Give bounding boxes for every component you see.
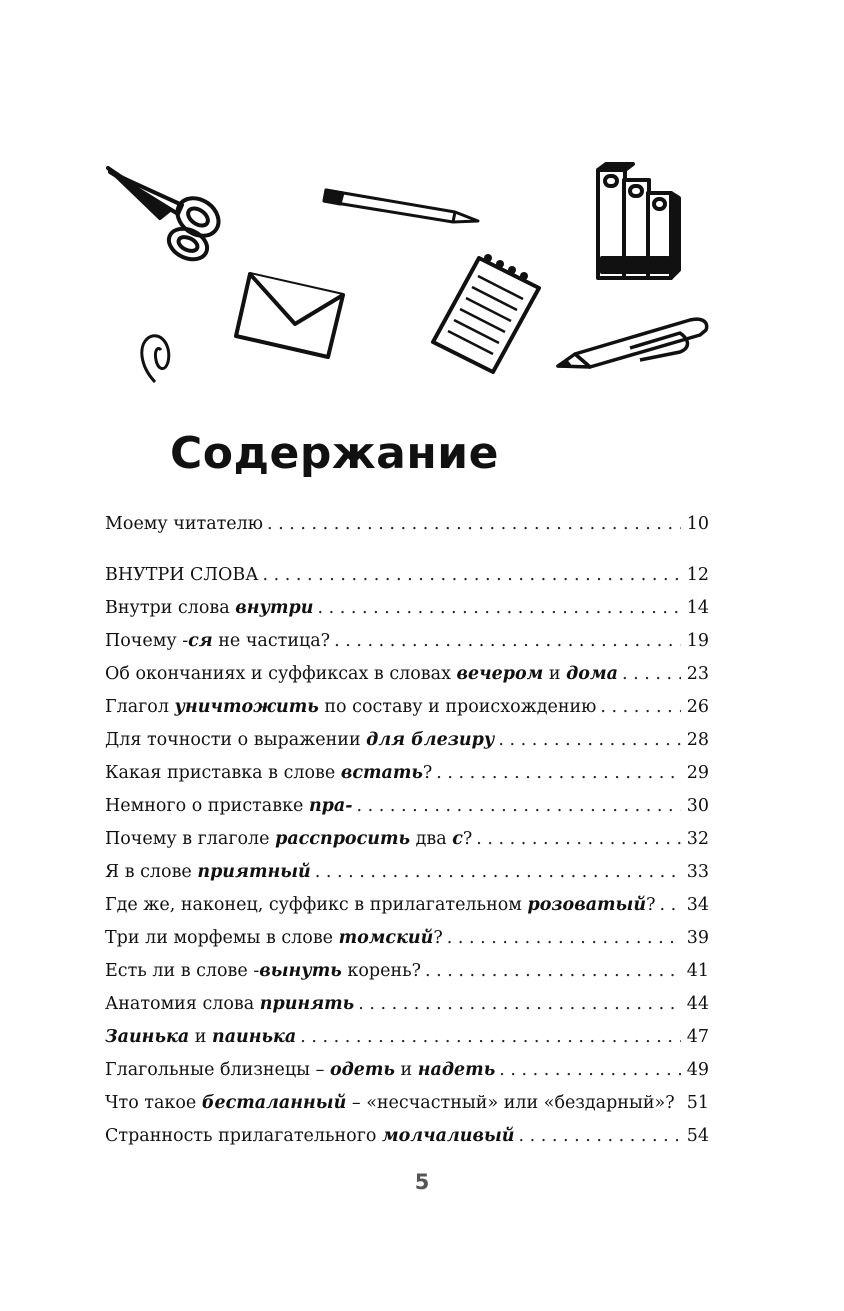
toc-text: ? (422, 763, 433, 783)
toc-emphasis: вечером (456, 664, 544, 684)
toc-text: ВНУТРИ СЛОВА (105, 565, 259, 585)
toc-text: ? (462, 829, 473, 849)
toc-entry-title (105, 790, 353, 823)
toc-entry-title (105, 592, 313, 625)
pencil-icon (324, 190, 478, 222)
toc-entry-title (105, 625, 330, 658)
toc-emphasis: пра- (308, 796, 353, 816)
toc-entry-title (105, 889, 655, 922)
toc-text: Странность прилагательного (105, 1126, 382, 1146)
toc-leader-dots (300, 1021, 681, 1054)
table-of-contents (105, 508, 709, 1153)
toc-entry[interactable] (105, 508, 709, 541)
toc-page-number: 12 (686, 565, 709, 585)
toc-text: Глагол (105, 697, 175, 717)
toc-page-number: 44 (686, 994, 709, 1014)
toc-page-number: 23 (686, 664, 709, 684)
illustration (0, 0, 844, 420)
toc-text: и (543, 664, 567, 684)
toc-leader-dots (476, 823, 681, 856)
toc-emphasis: для блезиру (366, 730, 495, 750)
toc-entry[interactable] (105, 1021, 709, 1054)
toc-text: Есть ли в слове - (105, 961, 260, 981)
page-title: Содержание (170, 428, 499, 479)
toc-text: Внутри слова (105, 598, 236, 618)
paperclip-icon (142, 336, 169, 382)
toc-entry[interactable] (105, 922, 709, 955)
toc-entry[interactable] (105, 889, 709, 922)
page-number: 5 (414, 1170, 430, 1194)
toc-entry[interactable] (105, 658, 709, 691)
toc-entry[interactable] (105, 1054, 709, 1087)
toc-page-number: 47 (686, 1027, 709, 1047)
toc-page-number: 32 (686, 829, 709, 849)
toc-text: Где же, наконец, суффикс в прилагательном (105, 895, 528, 915)
toc-emphasis: одеть (329, 1060, 395, 1080)
toc-leader-dots (659, 889, 681, 922)
toc-emphasis: томский (338, 928, 434, 948)
toc-leader-dots (622, 658, 681, 691)
toc-emphasis: расспросить (275, 829, 411, 849)
toc-leader-dots (263, 559, 682, 592)
toc-text: корень? (341, 961, 422, 981)
toc-entry[interactable] (105, 724, 709, 757)
toc-entry[interactable] (105, 823, 709, 856)
toc-leader-dots (425, 955, 681, 988)
toc-text: ? (433, 928, 443, 948)
toc-text: Об окончаниях и суффиксах в словах (105, 664, 457, 684)
toc-entry-title (105, 1120, 515, 1153)
scissors-icon (108, 168, 226, 265)
toc-text: – «несчастный» или «бездарный»? (346, 1093, 675, 1113)
toc-entry-title (105, 856, 311, 889)
toc-entry-title (105, 988, 354, 1021)
toc-text: не частица? (212, 631, 331, 651)
toc-entry-title (105, 508, 263, 541)
toc-text: Глагольные близнецы – (105, 1060, 330, 1080)
toc-leader-dots (498, 724, 681, 757)
toc-text: Три ли морфемы в слове (105, 928, 339, 948)
toc-leader-dots (334, 625, 681, 658)
toc-leader-dots (267, 508, 681, 541)
toc-text: Анатомия слова (105, 994, 260, 1014)
toc-page-number: 29 (686, 763, 709, 783)
toc-text: Немного о приставке (105, 796, 309, 816)
toc-emphasis: вынуть (259, 961, 342, 981)
toc-leader-dots (357, 790, 681, 823)
toc-text: два (410, 829, 453, 849)
toc-text: Моему читателю (105, 514, 264, 534)
toc-entry-title (105, 955, 421, 988)
notepad-icon (433, 254, 539, 372)
toc-emphasis: с (452, 829, 463, 849)
toc-text: Какая приставка в слове (105, 763, 341, 783)
toc-text: Я в слове (105, 862, 198, 882)
toc-entry-title (105, 823, 472, 856)
toc-emphasis: встать (340, 763, 423, 783)
toc-leader-dots (447, 922, 681, 955)
toc-entry[interactable] (105, 1087, 709, 1120)
toc-emphasis: надеть (417, 1060, 496, 1080)
envelope-icon (236, 274, 343, 357)
toc-leader-dots (358, 988, 681, 1021)
toc-emphasis: дома (566, 664, 618, 684)
toc-entry-title (105, 724, 494, 757)
toc-leader-dots (519, 1120, 681, 1153)
toc-emphasis: розоватый (527, 895, 647, 915)
toc-entry-title (105, 922, 443, 955)
toc-entry[interactable] (105, 592, 709, 625)
toc-entry[interactable] (105, 691, 709, 724)
toc-entry[interactable] (105, 1120, 709, 1153)
toc-emphasis: уничтожить (174, 697, 319, 717)
toc-page-number: 41 (686, 961, 709, 981)
toc-leader-dots (436, 757, 681, 790)
toc-page-number: 51 (686, 1093, 709, 1113)
toc-text: и (189, 1027, 212, 1047)
toc-page-number: 14 (686, 598, 709, 618)
toc-text: по составу и происхождению (318, 697, 597, 717)
toc-page-number: 39 (686, 928, 709, 948)
toc-leader-dots (600, 691, 681, 724)
toc-page-number: 19 (686, 631, 709, 651)
pen-icon (558, 319, 707, 367)
toc-page-number: 49 (686, 1060, 709, 1080)
toc-emphasis: бесталанный (201, 1093, 347, 1113)
toc-text: ? (646, 895, 656, 915)
toc-entry[interactable] (105, 856, 709, 889)
toc-emphasis: Заинька (105, 1027, 190, 1047)
toc-emphasis: внутри (235, 598, 314, 618)
toc-text: Для точности о выражении (105, 730, 367, 750)
toc-text: Почему - (105, 631, 189, 651)
toc-text: Почему в глаголе (105, 829, 276, 849)
toc-entry[interactable] (105, 955, 709, 988)
toc-leader-dots (317, 592, 681, 625)
toc-text: и (394, 1060, 418, 1080)
toc-entry[interactable] (105, 988, 709, 1021)
toc-emphasis: молчаливый (381, 1126, 515, 1146)
toc-entry-title (105, 691, 596, 724)
toc-entry-title (105, 1054, 495, 1087)
toc-page-number: 26 (686, 697, 709, 717)
toc-entry[interactable] (105, 757, 709, 790)
toc-entry[interactable] (105, 625, 709, 658)
toc-page-number: 30 (686, 796, 709, 816)
toc-page-number: 28 (686, 730, 709, 750)
binders-icon (598, 164, 679, 278)
toc-entry-title (105, 559, 259, 592)
toc-page-number: 10 (686, 514, 709, 534)
toc-entry[interactable] (105, 790, 709, 823)
toc-page-number: 34 (686, 895, 709, 915)
toc-page-number: 54 (686, 1126, 709, 1146)
toc-entry-title (105, 658, 618, 691)
toc-emphasis: ся (188, 631, 213, 651)
toc-entry-title (105, 1087, 675, 1120)
toc-entry[interactable] (105, 559, 709, 592)
toc-page-number: 33 (686, 862, 709, 882)
toc-leader-dots (315, 856, 681, 889)
toc-emphasis: паинька (211, 1027, 297, 1047)
toc-entry-title (105, 757, 432, 790)
toc-leader-dots (499, 1054, 681, 1087)
toc-emphasis: приятный (197, 862, 311, 882)
toc-text: Что такое (105, 1093, 202, 1113)
toc-emphasis: принять (259, 994, 355, 1014)
toc-entry-title (105, 1021, 296, 1054)
